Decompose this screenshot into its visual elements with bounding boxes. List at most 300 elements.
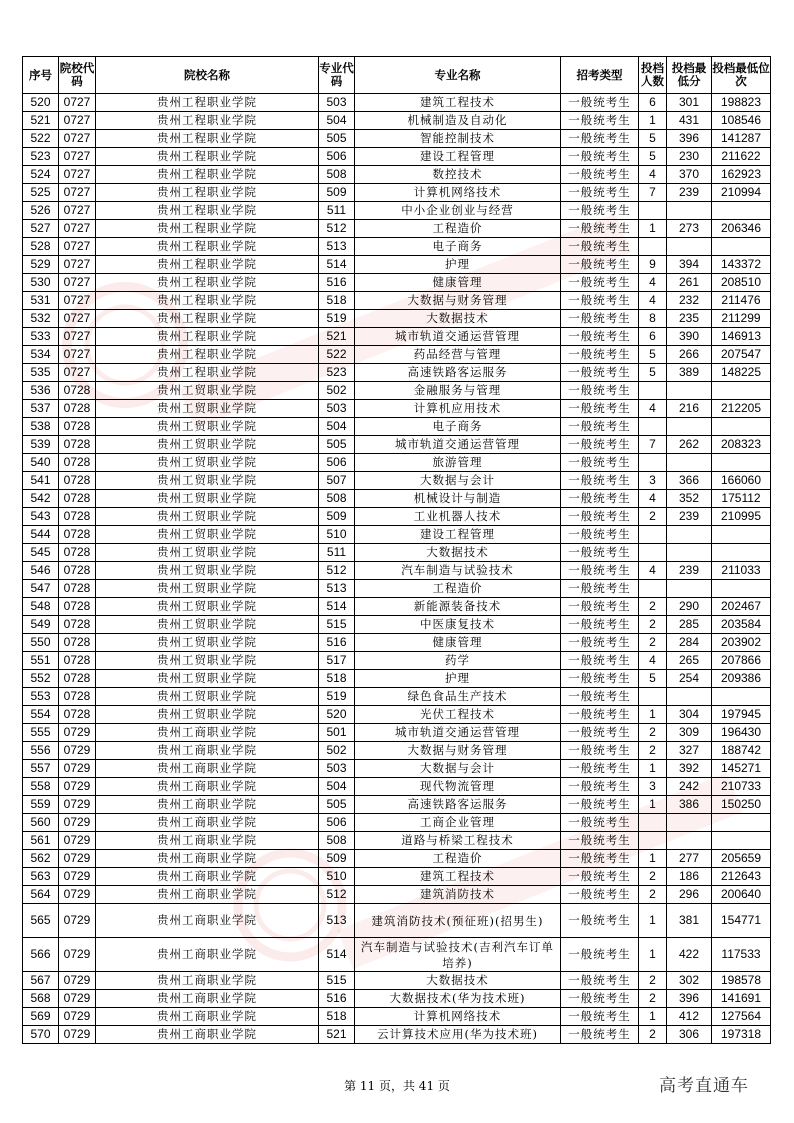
cell-min-rank: 200640 [712,886,771,904]
cell-major-name: 健康管理 [355,634,561,652]
cell-major-name: 建设工程管理 [355,148,561,166]
cell-min-score [667,580,712,598]
cell-school-code: 0729 [59,850,96,868]
cell-min-rank [712,814,771,832]
cell-school-name: 贵州工程职业学院 [96,238,319,256]
cell-major-name: 工业机器人技术 [355,508,561,526]
cell-major-name: 建筑工程技术 [355,94,561,112]
cell-school-code: 0729 [59,990,96,1008]
table-row [23,598,771,616]
cell-exam-type: 一般统考生 [561,148,639,166]
cell-major-name: 健康管理 [355,274,561,292]
cell-major-code: 508 [319,166,355,184]
cell-min-rank: 207547 [712,346,771,364]
cell-major-name: 机械制造及自动化 [355,112,561,130]
cell-school-code: 0728 [59,652,96,670]
cell-min-rank: 212643 [712,868,771,886]
cell-major-name: 汽车制造与试验技术(吉利汽车订单培养) [355,938,561,972]
cell-school-name: 贵州工贸职业学院 [96,418,319,436]
cell-major-name: 电子商务 [355,418,561,436]
cell-school-code: 0727 [59,238,96,256]
cell-school-code: 0728 [59,382,96,400]
cell-min-score: 396 [667,990,712,1008]
cell-exam-type: 一般统考生 [561,742,639,760]
cell-school-name: 贵州工程职业学院 [96,130,319,148]
cell-count: 4 [639,166,667,184]
cell-count [639,382,667,400]
cell-exam-type: 一般统考生 [561,436,639,454]
cell-school-name: 贵州工商职业学院 [96,724,319,742]
cell-major-name: 数控技术 [355,166,561,184]
cell-min-score: 366 [667,472,712,490]
cell-school-code: 0729 [59,972,96,990]
cell-major-code: 502 [319,742,355,760]
cell-seq: 550 [23,634,59,652]
cell-major-code: 506 [319,148,355,166]
cell-min-rank: 212205 [712,400,771,418]
cell-count: 1 [639,904,667,938]
cell-major-code: 505 [319,130,355,148]
table-row [23,580,771,598]
cell-school-name: 贵州工贸职业学院 [96,400,319,418]
cell-seq: 547 [23,580,59,598]
cell-major-name: 中医康复技术 [355,616,561,634]
cell-major-code: 520 [319,706,355,724]
cell-school-name: 贵州工商职业学院 [96,904,319,938]
cell-min-rank: 203902 [712,634,771,652]
cell-school-name: 贵州工贸职业学院 [96,562,319,580]
cell-seq: 566 [23,938,59,972]
cell-school-code: 0728 [59,508,96,526]
cell-exam-type: 一般统考生 [561,472,639,490]
cell-count: 2 [639,1026,667,1044]
cell-min-score: 327 [667,742,712,760]
cell-major-name: 汽车制造与试验技术 [355,562,561,580]
cell-major-code: 509 [319,508,355,526]
cell-exam-type: 一般统考生 [561,310,639,328]
table-row [23,544,771,562]
cell-school-name: 贵州工贸职业学院 [96,652,319,670]
cell-exam-type: 一般统考生 [561,418,639,436]
cell-count: 2 [639,886,667,904]
cell-min-rank: 188742 [712,742,771,760]
cell-seq: 533 [23,328,59,346]
table-row [23,454,771,472]
cell-school-name: 贵州工程职业学院 [96,328,319,346]
cell-exam-type: 一般统考生 [561,166,639,184]
cell-major-name: 电子商务 [355,238,561,256]
cell-exam-type: 一般统考生 [561,1008,639,1026]
table-row [23,814,771,832]
cell-seq: 523 [23,148,59,166]
cell-major-name: 建设工程管理 [355,526,561,544]
cell-count: 4 [639,400,667,418]
cell-count: 5 [639,148,667,166]
cell-count: 8 [639,310,667,328]
cell-major-code: 504 [319,418,355,436]
cell-exam-type: 一般统考生 [561,868,639,886]
cell-exam-type: 一般统考生 [561,616,639,634]
cell-school-code: 0729 [59,938,96,972]
cell-count: 4 [639,292,667,310]
cell-school-name: 贵州工贸职业学院 [96,544,319,562]
cell-school-code: 0727 [59,148,96,166]
cell-major-name: 大数据与会计 [355,760,561,778]
cell-min-score: 301 [667,94,712,112]
cell-seq: 520 [23,94,59,112]
cell-school-code: 0728 [59,418,96,436]
cell-exam-type: 一般统考生 [561,220,639,238]
cell-count: 1 [639,112,667,130]
cell-count: 2 [639,990,667,1008]
page-number: 第 11 页，共 41 页 [344,1079,450,1093]
cell-count: 3 [639,472,667,490]
table-row [23,292,771,310]
cell-min-rank [712,202,771,220]
cell-count: 4 [639,274,667,292]
cell-seq: 544 [23,526,59,544]
table-row [23,670,771,688]
cell-exam-type: 一般统考生 [561,364,639,382]
cell-school-code: 0727 [59,112,96,130]
cell-major-name: 金融服务与管理 [355,382,561,400]
cell-major-code: 504 [319,778,355,796]
cell-major-code: 514 [319,256,355,274]
table-row [23,688,771,706]
cell-major-name: 计算机应用技术 [355,400,561,418]
cell-exam-type: 一般统考生 [561,886,639,904]
cell-min-score: 390 [667,328,712,346]
cell-min-score: 261 [667,274,712,292]
header-count: 投档人数 [639,57,667,94]
cell-count [639,832,667,850]
cell-exam-type: 一般统考生 [561,990,639,1008]
cell-seq: 536 [23,382,59,400]
cell-major-name: 智能控制技术 [355,130,561,148]
cell-min-score: 290 [667,598,712,616]
cell-exam-type: 一般统考生 [561,382,639,400]
cell-min-score [667,544,712,562]
cell-school-code: 0728 [59,598,96,616]
cell-min-score: 239 [667,184,712,202]
cell-school-code: 0727 [59,166,96,184]
cell-major-code: 518 [319,1008,355,1026]
cell-min-score: 370 [667,166,712,184]
cell-min-score [667,382,712,400]
brand-logo-text: 高考直通车 [659,1076,749,1096]
cell-major-code: 508 [319,832,355,850]
cell-min-score: 265 [667,652,712,670]
table-row [23,778,771,796]
cell-count: 5 [639,346,667,364]
cell-exam-type: 一般统考生 [561,706,639,724]
cell-major-code: 506 [319,814,355,832]
cell-major-name: 城市轨道交通运营管理 [355,724,561,742]
cell-major-code: 517 [319,652,355,670]
table-row [23,938,771,972]
cell-seq: 552 [23,670,59,688]
cell-school-code: 0729 [59,778,96,796]
cell-count: 5 [639,364,667,382]
cell-min-rank: 117533 [712,938,771,972]
cell-seq: 557 [23,760,59,778]
cell-major-name: 建筑消防技术(预征班)(招男生) [355,904,561,938]
cell-major-code: 504 [319,112,355,130]
cell-count: 1 [639,706,667,724]
cell-min-score [667,418,712,436]
cell-major-code: 516 [319,274,355,292]
cell-major-code: 503 [319,400,355,418]
cell-school-name: 贵州工商职业学院 [96,938,319,972]
cell-exam-type: 一般统考生 [561,400,639,418]
table-row [23,130,771,148]
table-row [23,742,771,760]
cell-exam-type: 一般统考生 [561,490,639,508]
cell-school-code: 0727 [59,346,96,364]
cell-min-rank [712,832,771,850]
cell-exam-type: 一般统考生 [561,1026,639,1044]
table-body [23,94,771,1044]
cell-major-name: 建筑工程技术 [355,868,561,886]
table-row [23,364,771,382]
cell-major-code: 512 [319,220,355,238]
cell-school-name: 贵州工程职业学院 [96,310,319,328]
cell-count: 4 [639,490,667,508]
cell-school-code: 0728 [59,580,96,598]
cell-major-name: 药学 [355,652,561,670]
cell-min-score: 262 [667,436,712,454]
table-row [23,1026,771,1044]
cell-major-code: 512 [319,886,355,904]
cell-major-code: 515 [319,616,355,634]
cell-seq: 568 [23,990,59,1008]
cell-school-code: 0728 [59,400,96,418]
cell-school-code: 0729 [59,904,96,938]
cell-major-code: 513 [319,580,355,598]
cell-school-name: 贵州工贸职业学院 [96,508,319,526]
header-school-code: 院校代码 [59,57,96,94]
cell-count [639,544,667,562]
cell-seq: 548 [23,598,59,616]
cell-major-name: 中小企业创业与经营 [355,202,561,220]
cell-school-name: 贵州工商职业学院 [96,850,319,868]
cell-school-code: 0729 [59,724,96,742]
cell-school-code: 0728 [59,670,96,688]
cell-school-code: 0727 [59,274,96,292]
cell-school-code: 0727 [59,130,96,148]
table-row [23,94,771,112]
cell-school-code: 0729 [59,796,96,814]
cell-min-rank: 210994 [712,184,771,202]
header-major-code: 专业代码 [319,57,355,94]
cell-school-code: 0727 [59,292,96,310]
cell-min-rank: 197945 [712,706,771,724]
cell-exam-type: 一般统考生 [561,256,639,274]
cell-seq: 558 [23,778,59,796]
cell-count: 7 [639,184,667,202]
cell-exam-type: 一般统考生 [561,112,639,130]
cell-count: 3 [639,778,667,796]
cell-count [639,202,667,220]
cell-min-score: 389 [667,364,712,382]
cell-min-score: 422 [667,938,712,972]
cell-major-name: 工程造价 [355,850,561,868]
cell-seq: 561 [23,832,59,850]
header-min-rank: 投档最低位次 [712,57,771,94]
cell-count: 5 [639,670,667,688]
cell-count: 1 [639,796,667,814]
cell-major-code: 509 [319,850,355,868]
header-seq: 序号 [23,57,59,94]
cell-major-name: 计算机网络技术 [355,1008,561,1026]
cell-min-rank [712,688,771,706]
cell-seq: 555 [23,724,59,742]
cell-min-rank: 211033 [712,562,771,580]
cell-major-code: 521 [319,328,355,346]
cell-exam-type: 一般统考生 [561,184,639,202]
table-row [23,760,771,778]
cell-school-code: 0728 [59,544,96,562]
cell-seq: 525 [23,184,59,202]
cell-major-name: 道路与桥梁工程技术 [355,832,561,850]
cell-min-score: 309 [667,724,712,742]
cell-min-rank: 211476 [712,292,771,310]
cell-min-rank: 154771 [712,904,771,938]
cell-school-code: 0729 [59,832,96,850]
cell-exam-type: 一般统考生 [561,526,639,544]
cell-major-name: 光伏工程技术 [355,706,561,724]
cell-exam-type: 一般统考生 [561,832,639,850]
cell-school-code: 0729 [59,1026,96,1044]
table-row [23,418,771,436]
cell-exam-type: 一般统考生 [561,778,639,796]
table-row [23,526,771,544]
table-row [23,328,771,346]
cell-exam-type: 一般统考生 [561,724,639,742]
cell-school-code: 0729 [59,1008,96,1026]
cell-exam-type: 一般统考生 [561,634,639,652]
cell-count [639,238,667,256]
cell-min-score: 302 [667,972,712,990]
table-row [23,184,771,202]
cell-min-score: 239 [667,508,712,526]
cell-min-score: 230 [667,148,712,166]
cell-seq: 543 [23,508,59,526]
cell-count: 1 [639,938,667,972]
cell-school-name: 贵州工商职业学院 [96,742,319,760]
cell-school-code: 0727 [59,220,96,238]
cell-school-name: 贵州工程职业学院 [96,184,319,202]
cell-min-rank [712,454,771,472]
cell-exam-type: 一般统考生 [561,292,639,310]
cell-school-code: 0727 [59,328,96,346]
cell-count: 2 [639,724,667,742]
cell-school-name: 贵州工程职业学院 [96,148,319,166]
cell-exam-type: 一般统考生 [561,814,639,832]
header-min-score: 投档最低分 [667,57,712,94]
cell-min-rank: 162923 [712,166,771,184]
cell-min-rank: 108546 [712,112,771,130]
cell-count: 9 [639,256,667,274]
cell-min-score: 186 [667,868,712,886]
table-row [23,990,771,1008]
cell-seq: 545 [23,544,59,562]
cell-major-code: 506 [319,454,355,472]
cell-count: 6 [639,328,667,346]
cell-min-rank: 196430 [712,724,771,742]
cell-count: 1 [639,850,667,868]
cell-school-name: 贵州工商职业学院 [96,796,319,814]
cell-school-name: 贵州工商职业学院 [96,760,319,778]
cell-major-name: 新能源装备技术 [355,598,561,616]
cell-seq: 554 [23,706,59,724]
cell-school-name: 贵州工贸职业学院 [96,688,319,706]
cell-count: 2 [639,616,667,634]
cell-seq: 560 [23,814,59,832]
cell-min-rank: 198823 [712,94,771,112]
cell-school-name: 贵州工商职业学院 [96,1008,319,1026]
cell-major-name: 现代物流管理 [355,778,561,796]
cell-major-code: 516 [319,634,355,652]
table-row [23,436,771,454]
cell-school-name: 贵州工贸职业学院 [96,454,319,472]
cell-school-code: 0728 [59,454,96,472]
table-row [23,832,771,850]
cell-major-code: 501 [319,724,355,742]
cell-major-code: 522 [319,346,355,364]
cell-min-rank [712,418,771,436]
cell-seq: 528 [23,238,59,256]
cell-major-name: 旅游管理 [355,454,561,472]
cell-exam-type: 一般统考生 [561,130,639,148]
cell-major-code: 515 [319,972,355,990]
cell-school-code: 0729 [59,886,96,904]
cell-school-name: 贵州工商职业学院 [96,990,319,1008]
cell-min-score: 392 [667,760,712,778]
cell-major-code: 508 [319,490,355,508]
cell-major-name: 机械设计与制造 [355,490,561,508]
cell-major-code: 511 [319,544,355,562]
cell-min-score [667,454,712,472]
table-row [23,724,771,742]
cell-count [639,454,667,472]
cell-school-code: 0727 [59,256,96,274]
table-row [23,904,771,938]
cell-count: 2 [639,972,667,990]
cell-min-score: 304 [667,706,712,724]
cell-school-name: 贵州工贸职业学院 [96,472,319,490]
cell-seq: 524 [23,166,59,184]
cell-exam-type: 一般统考生 [561,94,639,112]
cell-exam-type: 一般统考生 [561,544,639,562]
cell-seq: 521 [23,112,59,130]
cell-exam-type: 一般统考生 [561,508,639,526]
cell-exam-type: 一般统考生 [561,202,639,220]
table-row [23,202,771,220]
cell-min-score: 306 [667,1026,712,1044]
table-row [23,868,771,886]
cell-school-code: 0729 [59,814,96,832]
table-row [23,652,771,670]
cell-count: 2 [639,868,667,886]
cell-seq: 526 [23,202,59,220]
cell-school-code: 0727 [59,310,96,328]
cell-seq: 529 [23,256,59,274]
cell-major-code: 505 [319,796,355,814]
cell-count: 2 [639,508,667,526]
cell-major-name: 大数据与会计 [355,472,561,490]
header-exam-type: 招考类型 [561,57,639,94]
